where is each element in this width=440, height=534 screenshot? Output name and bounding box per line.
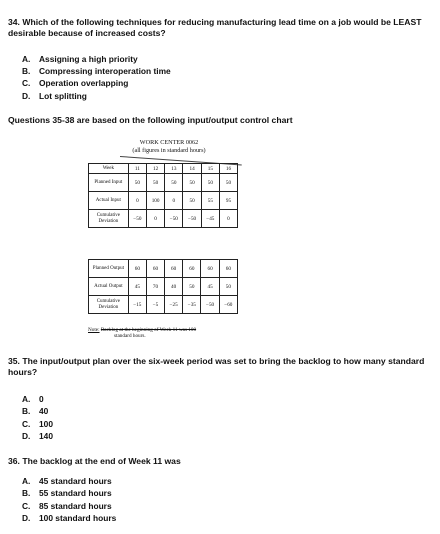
question-34-text: 34. Which of the following techniques for reducing manufacturing lead time on a job would be LEAST desirable because of increased costs? — [8, 17, 422, 38]
table-cell: 50 — [201, 174, 219, 192]
table-row — [89, 278, 238, 296]
note-text-2: standard hours. — [114, 333, 146, 339]
option-text: 100 standard hours — [39, 512, 117, 523]
option-text: Lot splitting — [39, 90, 87, 101]
option-letter: D. — [22, 512, 31, 523]
table-cell: −50 — [183, 210, 201, 228]
table-cell: 50 — [146, 174, 164, 192]
option-item — [22, 475, 112, 487]
table-cell: 50 — [219, 278, 237, 296]
table-cell: 50 — [183, 192, 201, 210]
option-item — [22, 65, 171, 77]
table-cell: −5 — [146, 296, 164, 314]
option-text: 45 standard hours — [39, 476, 112, 486]
table-cell: 95 — [219, 192, 237, 210]
option-letter: B. — [22, 488, 31, 499]
table-cell: −60 — [219, 296, 237, 314]
table-cell: 0 — [165, 192, 183, 210]
table-cell: 0 — [219, 210, 237, 228]
table-cell: 14 — [183, 164, 201, 174]
option-item — [22, 418, 53, 430]
option-item — [22, 90, 87, 102]
table-cell: 60 — [201, 260, 219, 278]
table-cell: 50 — [219, 174, 237, 192]
option-letter: C. — [22, 500, 31, 511]
table-cell: 100 — [146, 192, 164, 210]
table-cell: 55 — [201, 192, 219, 210]
table-cell: −15 — [128, 296, 146, 314]
option-item — [22, 393, 44, 405]
output-table — [88, 259, 238, 314]
table-cell: 60 — [146, 260, 164, 278]
table-cell: 45 — [201, 278, 219, 296]
option-letter: A. — [22, 394, 31, 404]
option-item — [22, 430, 53, 442]
option-text: 100 — [39, 418, 53, 429]
option-text: 40 — [39, 406, 49, 417]
input-table — [88, 163, 238, 228]
option-letter: A. — [22, 54, 31, 64]
chart-intro-text: Questions 35-38 are based on the following input/output control chart — [8, 115, 293, 125]
chart-title: WORK CENTER 0062 — [139, 139, 199, 146]
note-text: Backlog at the beginning of Week 11 was 100 — [100, 327, 197, 333]
chart-figure — [80, 139, 258, 155]
question-35-text: 35. The input/output plan over the six-week period was set to bring the backlog to how many standard hours? — [8, 356, 425, 377]
question-36-text: 36. The backlog at the end of Week 11 was — [8, 456, 181, 466]
table-cell: 60 — [128, 260, 146, 278]
table-cell: 40 — [165, 278, 183, 296]
option-item — [22, 405, 48, 417]
table-row — [89, 210, 238, 228]
option-text: Operation overlapping — [39, 78, 129, 89]
option-letter: B. — [22, 406, 31, 417]
option-text: 85 standard hours — [39, 500, 112, 511]
option-item — [22, 512, 116, 524]
table-row — [89, 260, 238, 278]
table-cell: 0 — [128, 192, 146, 210]
table-cell: 11 — [128, 164, 146, 174]
option-text: Compressing interoperation time — [39, 66, 171, 77]
option-item — [22, 53, 138, 65]
table-cell: 13 — [165, 164, 183, 174]
table-cell: 45 — [128, 278, 146, 296]
option-letter: C. — [22, 78, 31, 89]
option-letter: A. — [22, 476, 31, 486]
table-row — [89, 192, 238, 210]
table-cell: 15 — [201, 164, 219, 174]
option-letter: D. — [22, 430, 31, 441]
table-row — [89, 174, 238, 192]
note-label: Note: — [88, 327, 100, 333]
table-cell: 60 — [165, 260, 183, 278]
option-item — [22, 77, 128, 89]
row-label: Planned Output — [89, 260, 129, 278]
table-cell: −25 — [165, 296, 183, 314]
option-item — [22, 500, 112, 512]
row-label: Actual Output — [89, 278, 129, 296]
table-cell: 60 — [183, 260, 201, 278]
table-cell: 50 — [165, 174, 183, 192]
table-cell: 0 — [146, 210, 164, 228]
table-cell: 12 — [146, 164, 164, 174]
option-letter: B. — [22, 66, 31, 77]
chart-subtitle: (all figures in standard hours) — [132, 147, 206, 154]
row-label: Cumulative Deviation — [89, 210, 129, 228]
option-text: 0 — [39, 394, 44, 404]
option-letter: C. — [22, 418, 31, 429]
option-text: Assigning a high priority — [39, 54, 138, 64]
row-label: Actual Input — [89, 192, 129, 210]
table-row — [89, 164, 238, 174]
table-cell: 50 — [183, 174, 201, 192]
table-row — [89, 296, 238, 314]
option-item — [22, 487, 112, 499]
table-cell: −50 — [165, 210, 183, 228]
table-cell: −35 — [183, 296, 201, 314]
row-label: Planned Input — [89, 174, 129, 192]
chart-note — [88, 327, 196, 339]
table-cell: 70 — [146, 278, 164, 296]
option-text: 55 standard hours — [39, 488, 112, 499]
option-text: 140 — [39, 430, 53, 441]
row-label: Week — [89, 164, 129, 174]
table-cell: −45 — [201, 210, 219, 228]
table-cell: 50 — [183, 278, 201, 296]
table-cell: 50 — [128, 174, 146, 192]
option-letter: D. — [22, 90, 31, 101]
table-cell: −50 — [128, 210, 146, 228]
table-cell: 60 — [219, 260, 237, 278]
table-cell: 16 — [219, 164, 237, 174]
row-label: Cumulative Deviation — [89, 296, 129, 314]
table-cell: −50 — [201, 296, 219, 314]
